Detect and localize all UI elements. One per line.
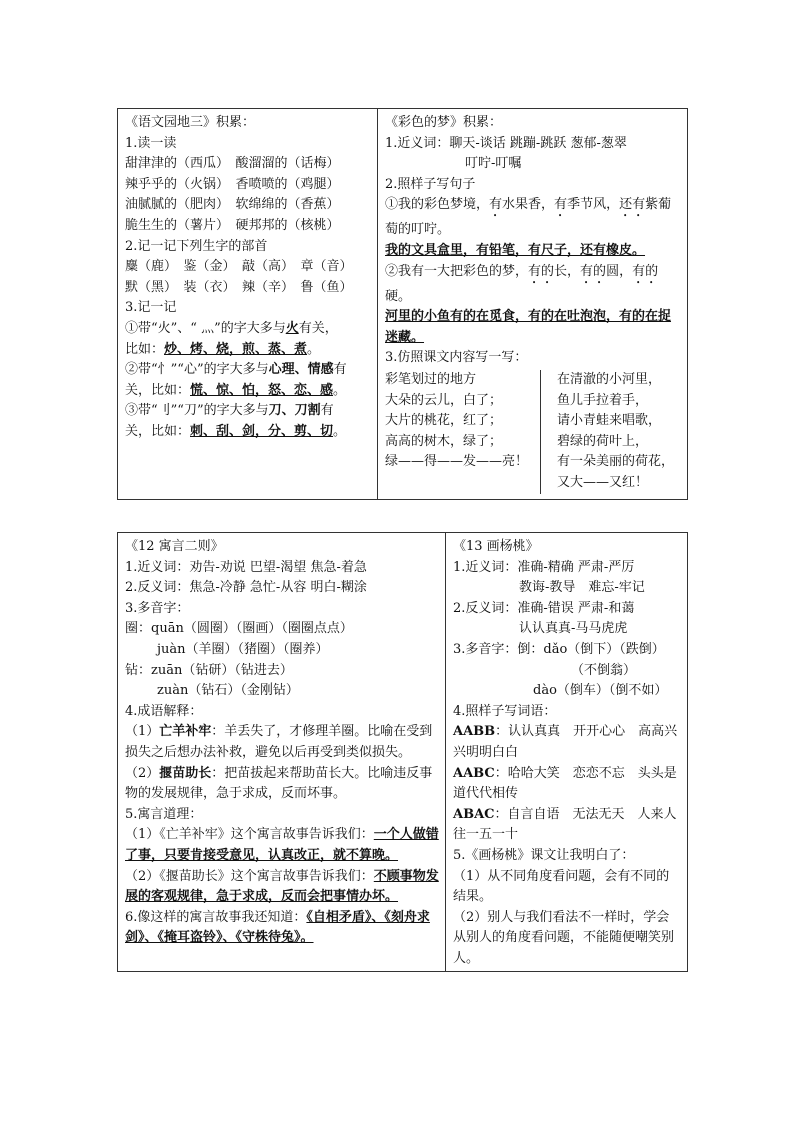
section-heading: 3.多音字：	[125, 600, 190, 616]
note-fire: ①带“火”、“ 灬”的字大多与火有关，	[125, 320, 338, 336]
answer-sentence: 河里的小鱼有的在觅食，有的在吐泡泡，有的在捉迷藏。	[385, 309, 672, 345]
cell-title: 《13 画杨桃》	[453, 539, 539, 554]
cell-yuwen-yuandi	[118, 109, 378, 500]
answer-sentence: 我的文具盒里，有铅笔，有尺子，还有橡皮。	[385, 242, 646, 258]
section-heading: 4.照样子写词语：	[453, 703, 557, 719]
section-heading: 5.寓言道理：	[125, 806, 203, 822]
section-heading: 2.照样子写句子	[385, 176, 476, 192]
note-knife: ③带“刂”“刀”的字大多与刀、刀割有 关，比如：刺、刮、剑，分、剪、切。	[125, 403, 347, 439]
card-unit3	[117, 108, 688, 500]
poem-line: 绿——得——发——亮！	[385, 454, 529, 470]
polyphone-line: juàn（羊圈）（猪圈）（圈养）	[157, 641, 329, 657]
poem-line: 鱼儿手拉着手，	[557, 392, 649, 408]
read-line: 甜津津的（西瓜） 酸溜溜的（话梅）	[125, 156, 340, 172]
synonym-line: 1.近义词：准确-精确 严肃-严厉	[453, 559, 635, 575]
cell-caise-de-meng	[378, 109, 688, 500]
radical-line: 麋（鹿） 鉴（金） 敲（高） 章（音）	[125, 259, 353, 275]
example-sentence: ②我有一大把彩色的梦，有的长，有的圆，有的硬。	[385, 263, 659, 304]
section-heading: 3.仿照课文内容写一写：	[385, 350, 528, 366]
synonym-line: 1.近义词：聊天-谈话 跳蹦-跳跃 葱郁-葱翠	[385, 135, 627, 151]
word-pattern-abac: ABAC：自言自语 无法无天 人来人往一五一十	[453, 806, 677, 843]
read-line: 脆生生的（薯片） 硬邦邦的（核桃）	[125, 217, 340, 233]
lesson-point: （1）从不同角度看问题，会有不同的结果。	[453, 868, 670, 905]
note-heart: ②带“忄”“心”的字大多与心理、情感有关，比如：慌、惊、怕，怒、恋、感。	[125, 362, 347, 398]
polyphone-line: dào（倒车）（倒不如）	[533, 683, 668, 699]
cell-title: 《12 寓言二则》	[125, 539, 224, 554]
poem-line: 又大——又红！	[557, 474, 649, 490]
poem-line: 彩笔划过的地方	[385, 371, 477, 387]
section-heading: 2.记一记下列生字的部首	[125, 238, 268, 254]
synonym-line: 1.近义词：劝告-劝说 巴望-渴望 焦急-着急	[125, 559, 367, 575]
poem-line: 大片的桃花，红了；	[385, 413, 503, 429]
note-fire-examples: 比如：炒、烤、烧，煎、蒸、煮。	[125, 341, 321, 357]
cell-title: 《彩色的梦》积累：	[385, 115, 503, 130]
section-heading: 1.读一读	[125, 135, 177, 151]
polyphone-line: 圈：quān（圆圈）（圈画）（圈圈点点）	[125, 621, 353, 637]
cell-hua-yangtao	[446, 533, 688, 972]
poem-block	[385, 370, 681, 494]
section-heading: 4.成语解释：	[125, 703, 203, 719]
poem-line: 有一朵美丽的荷花，	[557, 454, 675, 470]
read-line: 辣乎乎的（火锅） 香喷喷的（鸡腿）	[125, 176, 340, 192]
fable-moral: （2）《揠苗助长》这个寓言故事告诉我们：不顾事物发展的客观规律，急于求成，反而会把事情办坏。	[125, 868, 439, 905]
idiom-explanation: （1）亡羊补牢：羊丢失了，才修理羊圈。比喻在受到损失之后想办法补救，避免以后再受到类似损失。	[125, 724, 433, 760]
cell-title: 《语文园地三》积累：	[125, 115, 256, 130]
card-unit4	[117, 532, 688, 972]
polyphone-line: zuàn（钻石）（金刚钻）	[157, 683, 299, 699]
cell-fables	[118, 533, 446, 972]
lesson-point: （2）别人与我们看法不一样时，学会从别人的角度看问题，不能随便嘲笑别人。	[453, 909, 675, 966]
polyphone-line: 钻：zuān（钻研）（钻进去）	[125, 662, 293, 678]
synonym-line: 叮咛-叮嘱	[465, 156, 522, 172]
poem-line: 大朵的云儿，白了；	[385, 392, 503, 408]
word-pattern-aabc: AABC：哈哈大笑 恋恋不忘 头头是道代代相传	[453, 765, 677, 802]
section-heading: 5.《画杨桃》课文让我明白了：	[453, 847, 635, 863]
section-heading: 3.记一记	[125, 300, 177, 316]
poem-line: 请小青蛙来唱歌，	[557, 413, 662, 429]
poem-imitation	[540, 370, 681, 494]
antonym-line: 2.反义词：焦急-冷静 急忙-从容 明白-糊涂	[125, 580, 367, 596]
poem-line: 高高的树木，绿了；	[385, 433, 503, 449]
fable-moral: （1）《亡羊补牢》这个寓言故事告诉我们：一个人做错了事，只要肯接受意见，认真改正，就不算晚。	[125, 827, 439, 863]
polyphone-line: （不倒翁）	[571, 662, 637, 678]
idiom-explanation: （2）揠苗助长：把苗拔起来帮助苗长大。比喻违反事物的发展规律，急于求成，反而坏事。	[125, 765, 433, 802]
radical-line: 默（黑） 装（衣） 辣（辛） 鲁（鱼）	[125, 279, 353, 295]
antonym-line: 2.反义词：准确-错误 严肃-和蔼	[453, 600, 635, 616]
word-pattern-aabb: AABB：认认真真 开开心心 高高兴兴明明白白	[453, 724, 678, 760]
read-line: 油腻腻的（肥肉） 软绵绵的（香蕉）	[125, 197, 340, 213]
more-fables: 6.像这样的寓言故事我还知道：《自相矛盾》、《刻舟求剑》、《掩耳盗铃》、《守株待兔》。	[125, 909, 430, 946]
antonym-line: 认认真真-马马虎虎	[519, 621, 628, 637]
poem-original	[385, 370, 540, 494]
example-sentence: ①我的彩色梦境，有水果香，有季节风，还有紫葡萄的叮咛。	[385, 197, 672, 238]
poem-line: 在清澈的小河里，	[557, 371, 662, 387]
synonym-line: 教诲-教导 难忘-牢记	[519, 580, 645, 596]
poem-line: 碧绿的荷叶上，	[557, 433, 649, 449]
polyphone-line: 3.多音字：倒：dǎo（倒下）（跌倒）	[453, 641, 665, 657]
